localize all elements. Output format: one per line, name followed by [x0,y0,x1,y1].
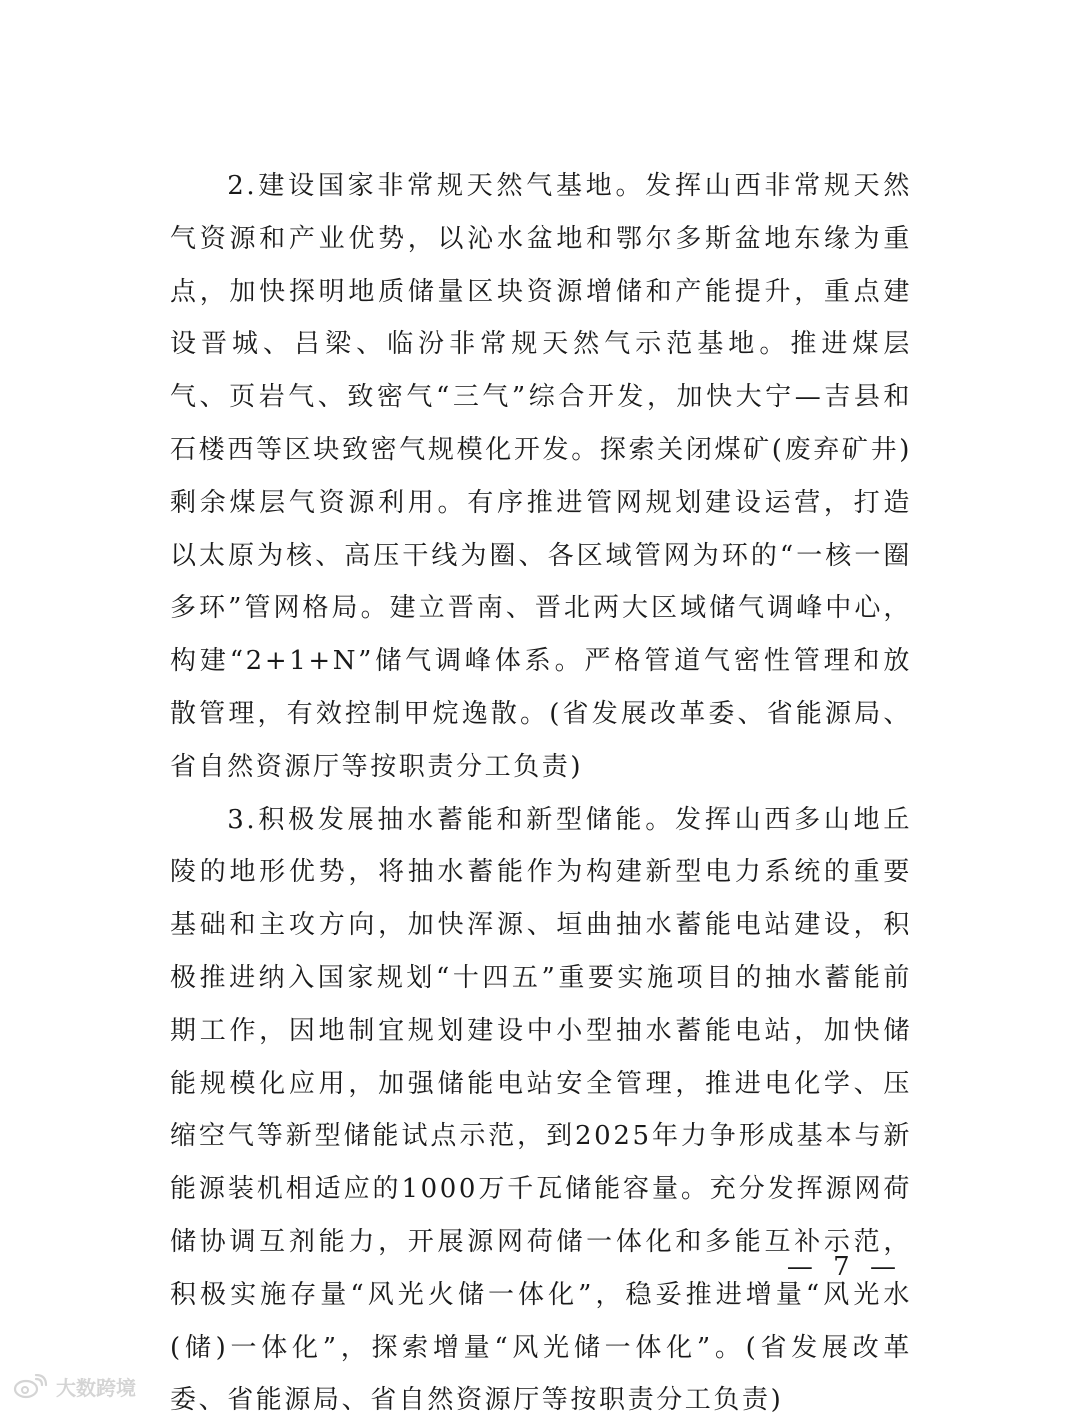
body-text [170,160,912,1427]
paragraph-2: 2.建设国家非常规天然气基地。发挥山西非常规天然气资源和产业优势，以沁水盆地和鄂尔多斯盆地东缘为重点，加快探明地质储量区块资源增储和产能提升，重点建设晋城、吕梁、临汾非常规天然气示范基地。推进煤层气、页岩气、致密气“三气”综合开发，加快大宁—吉县和石楼西等区块致密气规模化开发。探索关闭煤矿(废弃矿井)剩余煤层气资源利用。有序推进管网规划建设运营，打造以太原为核、高压干线为圈、各区域管网为环的“一核一圈多环”管网格局。建立晋南、晋北两大区域储气调峰中心，构建“2+1+N”储气调峰体系。严格管道气密性管理和放散管理，有效控制甲烷逸散。(省发展改革委、省能源局、省自然资源厅等按职责分工负责) [170,171,912,782]
weibo-logo-icon [12,1374,52,1400]
page-number: — 7 — [786,1252,902,1282]
watermark [12,1372,136,1401]
paragraph-3: 3.积极发展抽水蓄能和新型储能。发挥山西多山地丘陵的地形优势，将抽水蓄能作为构建新型电力系统的重要基础和主攻方向，加快浑源、垣曲抽水蓄能电站建设，积极推进纳入国家规划“十四五”重要实施项目的抽水蓄能前期工作，因地制宜规划建设中小型抽水蓄能电站，加快储能规模化应用，加强储能电站安全管理，推进电化学、压缩空气等新型储能试点示范，到2025年力争形成基本与新能源装机相适应的1000万千瓦储能容量。充分发挥源网荷储协调互剂能力，开展源网荷储一体化和多能互补示范，积极实施存量“风光火储一体化”，稳妥推进增量“风光水(储)一体化”，探索增量“风光储一体化”。(省发展改革委、省能源局、省自然资源厅等按职责分工负责) [170,804,912,1416]
watermark-text: 大数跨境 [56,1376,136,1400]
